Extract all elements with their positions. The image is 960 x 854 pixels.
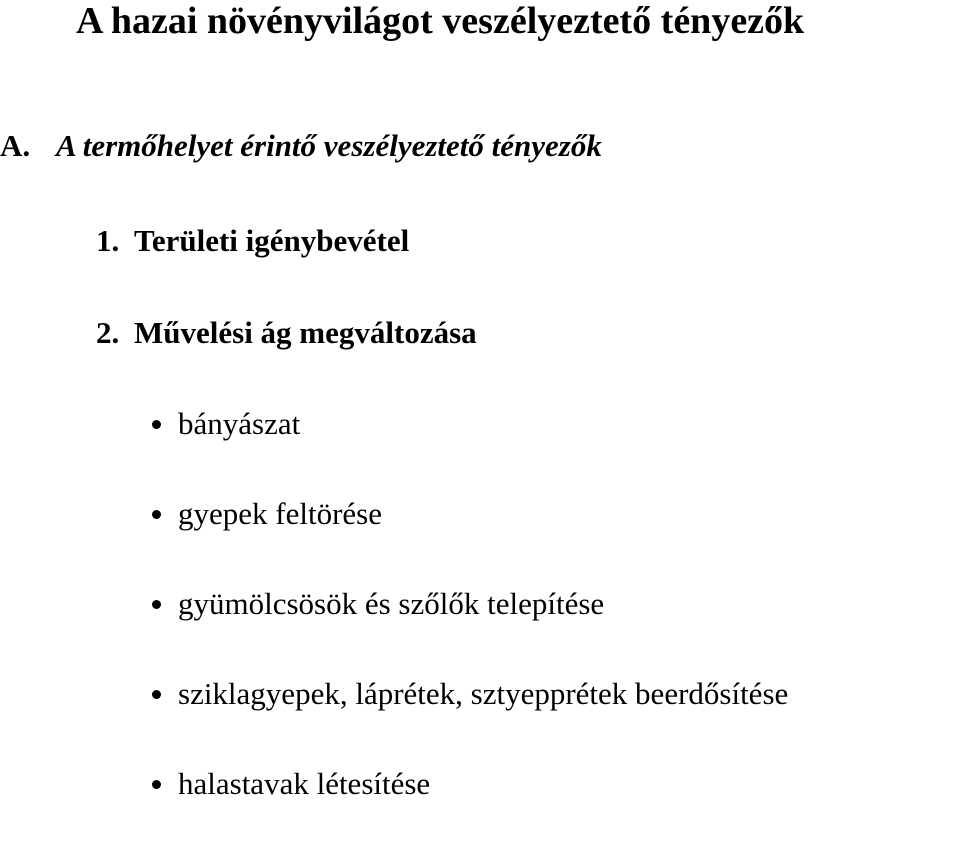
bullet-text: sziklagyepek, láprétek, sztyepprétek beerdősítése	[178, 676, 789, 711]
section-text: A termőhelyet érintő veszélyeztető tényezők	[56, 128, 602, 163]
bullet-text: gyepek feltörése	[178, 496, 382, 531]
list-item	[152, 404, 788, 494]
bullet-icon	[152, 600, 161, 609]
list-item	[152, 584, 788, 674]
section-letter: A.	[0, 128, 31, 163]
item-text: Területi igénybevétel	[134, 223, 410, 258]
bullet-icon	[152, 690, 161, 699]
bullet-icon	[152, 510, 161, 519]
item-number: 1.	[96, 223, 120, 258]
bullet-text: bányászat	[178, 406, 301, 441]
item-text: Művelési ág megváltozása	[134, 315, 477, 350]
numbered-item-1	[96, 221, 409, 261]
list-item	[152, 674, 788, 764]
slide-title: A hazai növényvilágot veszélyeztető tényezők	[76, 0, 805, 42]
section-heading	[0, 126, 602, 166]
item-number: 2.	[96, 315, 120, 350]
list-item	[152, 764, 788, 854]
bullet-text: halastavak létesítése	[178, 766, 431, 801]
numbered-item-2	[96, 313, 477, 353]
bullet-text: gyümölcsösök és szőlők telepítése	[178, 586, 605, 621]
bullet-icon	[152, 780, 161, 789]
bullet-icon	[152, 420, 161, 429]
bullet-list	[152, 404, 788, 854]
list-item	[152, 494, 788, 584]
